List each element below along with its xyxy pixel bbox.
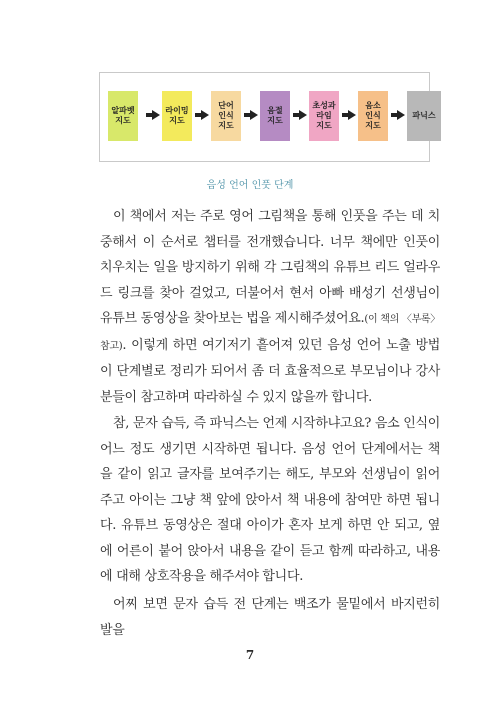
step-phonics-box: 파닉스 — [407, 91, 441, 141]
step-onset-rime-box: 초성과 라임 지도 — [309, 91, 339, 141]
page-number: 7 — [245, 648, 255, 662]
paragraph-1-text-b: . 이렇게 하면 여기저기 흩어져 있던 음성 언어 노출 방법이 단계별로 정리가 되어서 좀 더 효율적으로 부모님이나 강사 분들이 참고하며 따라하실 수 있지 않을까 합니다. — [100, 337, 440, 405]
step-syllable-box: 음절 지도 — [260, 91, 290, 141]
step-word-recognition-box: 단어 인식 지도 — [211, 91, 241, 141]
arrow-icon — [152, 110, 160, 120]
paragraph-3: 어찌 보면 문자 습득 전 단계는 백조가 물밑에서 바지런히 발을 — [100, 597, 440, 638]
arrow-icon — [397, 110, 405, 120]
appendix-note: (이 책의 〈부록〉 참고) — [100, 314, 441, 352]
arrow-icon — [250, 110, 258, 120]
step-phoneme-box: 음소 인식 지도 — [358, 91, 388, 141]
arrow-icon — [348, 110, 356, 120]
step-alphabet-box: 알파벳 지도 — [108, 91, 138, 141]
paragraph-1 — [100, 204, 440, 410]
paragraph-2: 참, 문자 습득, 즉 파닉스는 언제 시작하냐고요? 음소 인식이 어느 정도 생기면 시작하면 됩니다. 음성 언어 단계에서는 책을 같이 읽고 글자를 보여주기는 해도, 부모와 선생님이 읽어주고 아이는 그냥 책 앞에 앉아서 책 내용에 참여만 하면 됩니다. 유튜브 동영상은 절대 아이가 혼자 보게 하면 안 되고, 옆에 어른이 붙어 앉아서 내용을 같이 듣고 함께 따라하고, 내용에 대해 상호작용을 해주셔야 합니다. — [100, 416, 440, 584]
reading-steps-diagram — [99, 72, 436, 162]
step-rhyming-box: 라이밍 지도 — [162, 91, 192, 141]
arrow-icon — [299, 110, 307, 120]
diagram-caption: 음성 언어 인풋 단계 — [206, 180, 294, 191]
paragraph-1-text-a: 이 책에서 저는 주로 영어 그림책을 통해 인풋을 주는 데 치중해서 이 순서로 챕터를 전개했습니다. 너무 책에만 인풋이 치우치는 일을 방지하기 위해 각 그림책의 유튜브 리드 얼라우드 링크를 찾아 걸었고, 더불어서 현서 아빠 배성기 선생님이 유튜브 동영상을 찾아보는 법을 제시해주셨어요. — [100, 209, 440, 326]
arrow-icon — [201, 110, 209, 120]
